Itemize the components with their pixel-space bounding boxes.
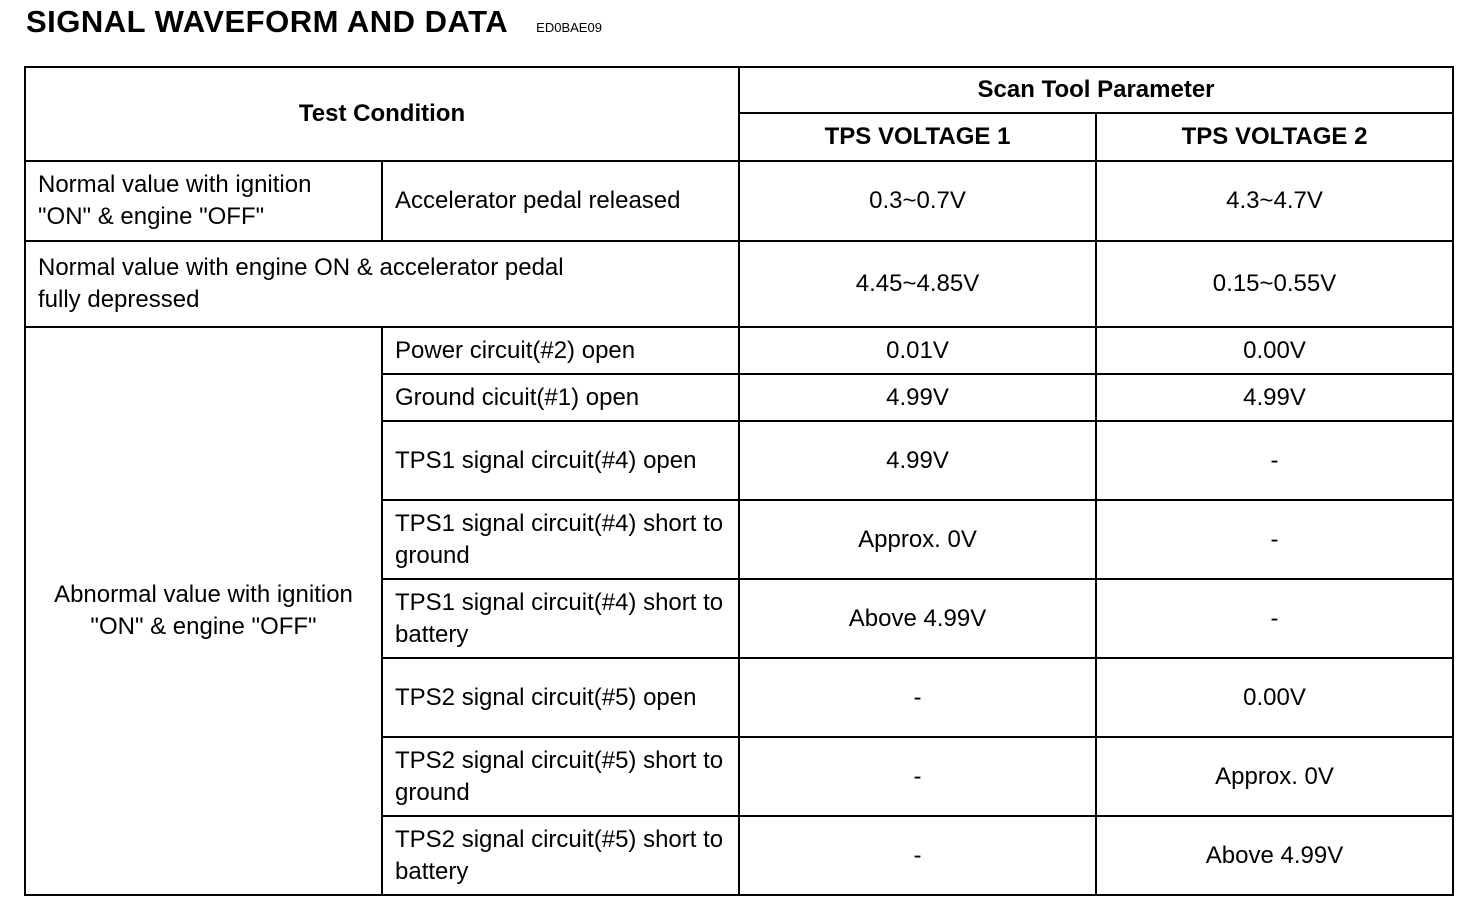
tps-voltage-1-header: TPS VOLTAGE 1 bbox=[739, 113, 1096, 161]
sub-condition-cell: TPS1 signal circuit(#4) short to battery bbox=[382, 579, 739, 658]
page-header bbox=[26, 4, 602, 44]
sub-condition-cell: TPS2 signal circuit(#5) open bbox=[382, 658, 739, 737]
table-row bbox=[25, 161, 1453, 241]
tps-voltage-2-value: Above 4.99V bbox=[1096, 816, 1453, 895]
tps-voltage-2-value: Approx. 0V bbox=[1096, 737, 1453, 816]
sub-condition-cell: TPS2 signal circuit(#5) short to ground bbox=[382, 737, 739, 816]
tps-voltage-1-value: - bbox=[739, 737, 1096, 816]
tps-voltage-2-value: 4.3~4.7V bbox=[1096, 161, 1453, 241]
abnormal-condition-cell: Abnormal value with ignition "ON" & engine "OFF" bbox=[25, 327, 382, 895]
page-title: SIGNAL WAVEFORM AND DATA bbox=[26, 4, 509, 39]
sub-condition-cell: Accelerator pedal released bbox=[382, 161, 739, 241]
document-code: ED0BAE09 bbox=[536, 20, 602, 35]
tps-voltage-1-value: 4.99V bbox=[739, 374, 1096, 421]
tps-voltage-2-value: - bbox=[1096, 579, 1453, 658]
sub-condition-cell: Ground cicuit(#1) open bbox=[382, 374, 739, 421]
condition-cell: Normal value with engine ON & accelerator pedal fully depressed bbox=[25, 241, 739, 327]
tps-voltage-1-value: - bbox=[739, 816, 1096, 895]
tps-voltage-1-value: 4.45~4.85V bbox=[739, 241, 1096, 327]
scan-tool-parameter-header: Scan Tool Parameter bbox=[739, 67, 1453, 113]
tps-voltage-1-value: Above 4.99V bbox=[739, 579, 1096, 658]
header-row-1 bbox=[25, 67, 1453, 113]
sub-condition-cell: TPS2 signal circuit(#5) short to battery bbox=[382, 816, 739, 895]
condition-cell: Normal value with ignition "ON" & engine "OFF" bbox=[25, 161, 382, 241]
tps-voltage-2-header: TPS VOLTAGE 2 bbox=[1096, 113, 1453, 161]
tps-voltage-1-value: 4.99V bbox=[739, 421, 1096, 500]
tps-voltage-1-value: - bbox=[739, 658, 1096, 737]
signal-data-table bbox=[24, 66, 1454, 896]
tps-voltage-2-value: 0.00V bbox=[1096, 327, 1453, 374]
sub-condition-cell: Power circuit(#2) open bbox=[382, 327, 739, 374]
tps-voltage-1-value: 0.3~0.7V bbox=[739, 161, 1096, 241]
tps-voltage-1-value: 0.01V bbox=[739, 327, 1096, 374]
test-condition-header: Test Condition bbox=[25, 67, 739, 161]
tps-voltage-2-value: 0.00V bbox=[1096, 658, 1453, 737]
tps-voltage-2-value: 0.15~0.55V bbox=[1096, 241, 1453, 327]
sub-condition-cell: TPS1 signal circuit(#4) open bbox=[382, 421, 739, 500]
sub-condition-cell: TPS1 signal circuit(#4) short to ground bbox=[382, 500, 739, 579]
tps-voltage-1-value: Approx. 0V bbox=[739, 500, 1096, 579]
tps-voltage-2-value: - bbox=[1096, 421, 1453, 500]
tps-voltage-2-value: - bbox=[1096, 500, 1453, 579]
table-row bbox=[25, 327, 1453, 374]
table-row bbox=[25, 241, 1453, 327]
tps-voltage-2-value: 4.99V bbox=[1096, 374, 1453, 421]
